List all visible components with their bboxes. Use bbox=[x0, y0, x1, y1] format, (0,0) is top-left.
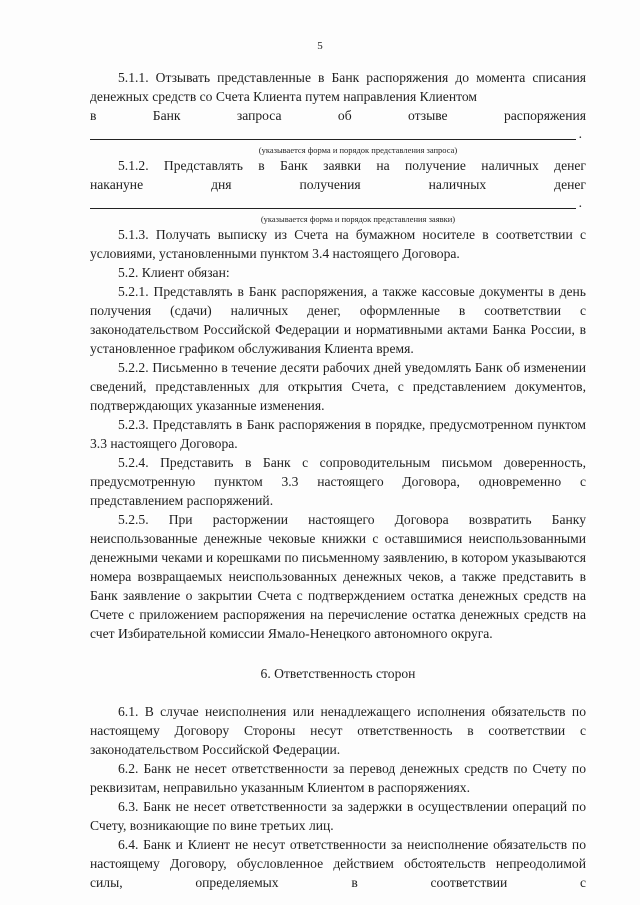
clause-5-1-2: 5.1.2. Представлять в Банк заявки на получение наличных денег bbox=[118, 158, 586, 173]
clause-6-2: 6.2. Банк не несет ответственности за перевод денежных средств по Счету по реквизитам, неправильно указанным Клиентом в распоряжениях. bbox=[90, 761, 586, 795]
clause-5-1-3: 5.1.3. Получать выписку из Счета на бумажном носителе в соответствии с условиями, установленными пунктом 3.4 настоящего Договора. bbox=[90, 227, 586, 261]
clause-6-4: 6.4. Банк и Клиент не несут ответственности за неисполнение обязательств по настоящему Договору, обусловленное действием обстоятельств непреодолимой силы, определяемых в соответствии с bbox=[90, 837, 586, 890]
clause-5-1-1-last-line: в Банк запроса об отзыве распоряжения bbox=[90, 108, 586, 123]
clause-5-1-1: 5.1.1. Отзывать представленные в Банк распоряжения до момента списания денежных средств со Счета Клиента путем направления Клиентом bbox=[90, 70, 586, 104]
clause-5-2-4: 5.2.4. Представить в Банк с сопроводительным письмом доверенность, предусмотренную пунктом 3.3 настоящего Договора, одновременно с представлением распоряжений. bbox=[90, 455, 586, 508]
hint-request-form: (указывается форма и порядок представления запроса) bbox=[258, 145, 458, 155]
clause-5-1-2-last-line: накануне дня получения наличных денег bbox=[90, 177, 586, 192]
blank-line-application-form: . bbox=[90, 194, 586, 213]
document-body bbox=[90, 68, 586, 892]
clause-5-2-5: 5.2.5. При расторжении настоящего Договора возвратить Банку неиспользованные денежные чековые книжки с оставшимися неиспользованными денежными чеками и корешками по письменному заявлению, в котором указываются номера возвращаемых неиспользованных денежных чеков, а также представить в Банк заявление о закрытии Счета с подтверждением остатка денежных средств на Счете с приложением распоряжения на перечисление остатка денежных средств на счет Избирательной комиссии Ямало-Ненецкого автономного округа. bbox=[90, 512, 586, 641]
clause-6-3: 6.3. Банк не несет ответственности за задержки в осуществлении операций по Счету, возникающие по вине третьих лиц. bbox=[90, 799, 586, 833]
clause-6-1: 6.1. В случае неисполнения или ненадлежащего исполнения обязательств по настоящему Договору Стороны несут ответственность в соответствии с законодательством Российской Федерации. bbox=[90, 704, 586, 757]
page-number: 5 bbox=[317, 40, 323, 52]
clause-5-2-2: 5.2.2. Письменно в течение десяти рабочих дней уведомлять Банк об изменении сведений, представленных для открытия Счета, с представлением документов, подтверждающих указанные изменения. bbox=[90, 360, 586, 413]
blank-line-request-form: . bbox=[90, 125, 586, 144]
clause-5-2-3: 5.2.3. Представлять в Банк распоряжения в порядке, предусмотренном пунктом 3.3 настоящего Договора. bbox=[90, 417, 586, 451]
clause-5-2: 5.2. Клиент обязан: bbox=[118, 265, 230, 280]
hint-application-form: (указывается форма и порядок представления заявки) bbox=[260, 214, 456, 224]
section-6-heading: 6. Ответственность сторон bbox=[260, 666, 416, 681]
clause-5-2-1: 5.2.1. Представлять в Банк распоряжения, а также кассовые документы в день получения (сдачи) наличных денег, оформленные в соответствии с законодательством Российской Федерации и нормативными актами Банка России, в установленное графиком обслуживания Клиента время. bbox=[90, 284, 586, 356]
